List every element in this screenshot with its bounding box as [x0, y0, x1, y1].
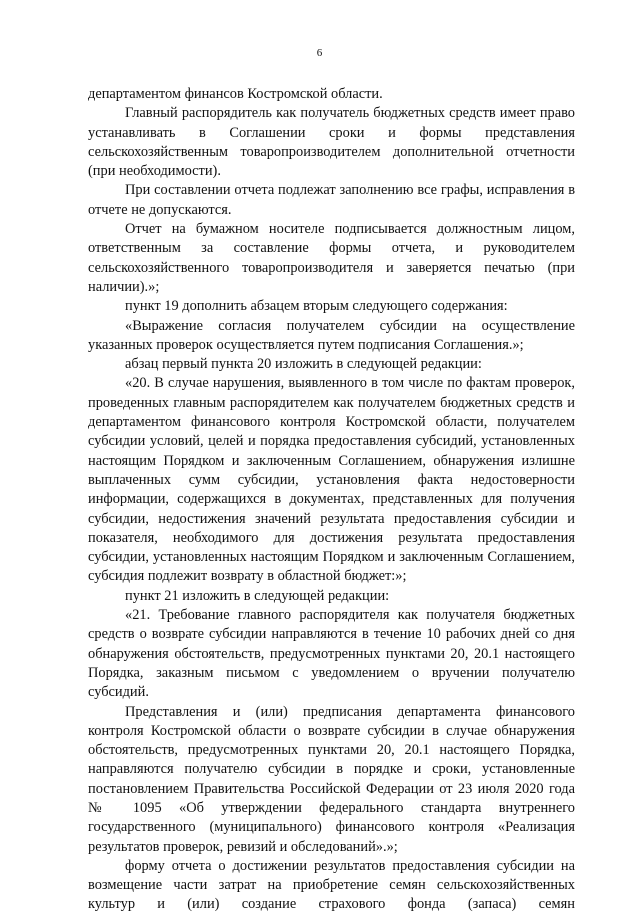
- paragraph: «Выражение согласия получателем субсидии на осуществление указанных проверок осуществляется путем подписания Соглашения.»;: [88, 317, 575, 353]
- page-number: 6: [316, 47, 323, 59]
- paragraph: пункт 19 дополнить абзацем вторым следующего содержания:: [125, 298, 508, 315]
- paragraph: департаментом финансов Костромской области.: [88, 86, 383, 102]
- paragraph: Представления и (или) предписания департамента финансового контроля Костромской области о возврате субсидии в случае обнаружения обстоятельств, предусмотренных пунктами 20, 20.1 настоящего Порядка, направляются получателю субсидии в порядке и сроки, установленные постановлением Правительства Российской Федерации от 23 июля 2020 года № 1095 «Об утверждении федерального стандарта внутреннего государственного (муниципального) финансового контроля «Реализация результатов проверок, ревизий и обследований».»;: [88, 703, 575, 855]
- paragraph: «20. В случае нарушения, выявленного в том числе по фактам проверок, проведенных главным распорядителем как получателем бюджетных средств и департаментом финансового контроля Костромской области, получателем субсидии условий, целей и порядка предоставления субсидий, установленных настоящим Порядком и заключенным Соглашением, обнаружения излишне выплаченных сумм субсидии, установления факта недостоверности информации, содержащихся в документах, представленных для получения субсидии, недостижения значений результата предоставления субсидии и показателя, необходимого для достижения результата предоставления субсидии, установленных настоящим Порядком и заключенным Соглашением, субсидия подлежит возврату в областной бюджет:»;: [88, 375, 575, 585]
- paragraph: Главный распорядитель как получатель бюджетных средств имеет право устанавливать в Соглашении сроки и формы представления сельскохозяйственным товаропроизводителем дополнительной отчетности (при необходимости).: [88, 105, 575, 180]
- paragraph: форму отчета о достижении результатов предоставления субсидии на возмещение части затрат на приобретение семян сельскохозяйственных культур и (или) создание страхового фонда (запаса) семян: [88, 857, 575, 913]
- document-body: [88, 85, 575, 915]
- paragraph: Отчет на бумажном носителе подписывается должностным лицом, ответственным за составление формы отчета, и руководителем сельскохозяйственного товаропроизводителя и заверяется печатью (при наличии).»;: [88, 221, 575, 295]
- paragraph: «21. Требование главного распорядителя как получателя бюджетных средств о возврате субсидии направляются в течение 10 рабочих дней со дня обнаружения обстоятельств, предусмотренных пунктами 20, 20.1 настоящего Порядка, заказным письмом с уведомлением о вручении получателю субсидий.: [88, 607, 575, 701]
- paragraph: абзац первый пункта 20 изложить в следующей редакции:: [125, 356, 482, 373]
- paragraph: пункт 21 изложить в следующей редакции:: [125, 587, 390, 604]
- paragraph: При составлении отчета подлежат заполнению все графы, исправления в отчете не допускаются.: [88, 182, 575, 218]
